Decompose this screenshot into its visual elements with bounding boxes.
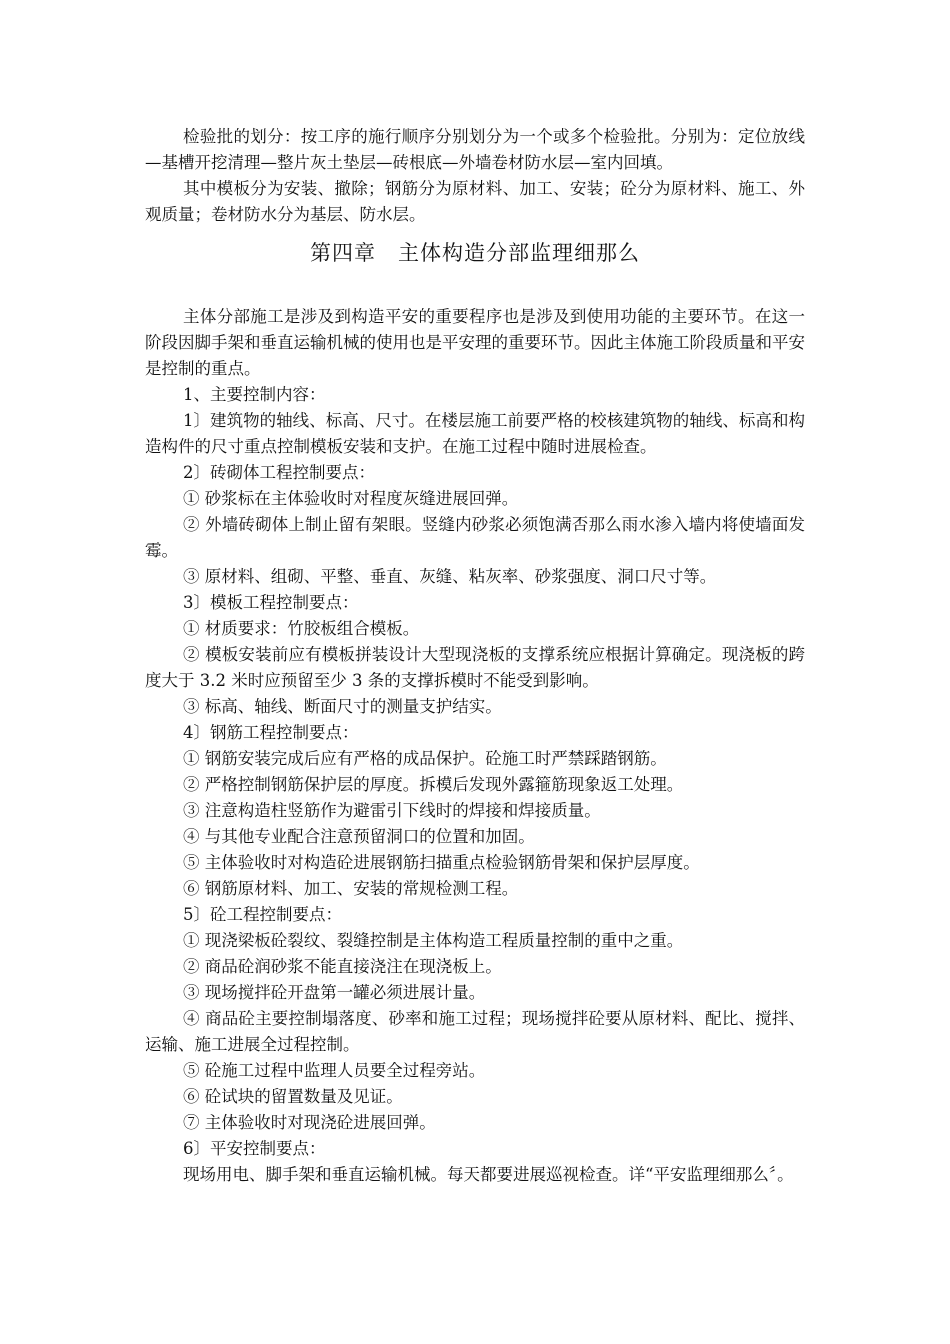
- paragraph: 主体分部施工是涉及到构造平安的重要程序也是涉及到使用功能的主要环节。在这一阶段因脚手架和垂直运输机械的使用也是平安理的重要环节。因此主体施工阶段质量和平安是控制的重点。: [145, 307, 805, 378]
- list-item: ③ 现场搅拌砼开盘第一罐必须进展计量。: [183, 983, 486, 1002]
- list-item: ② 模板安装前应有模板拼装设计大型现浇板的支撑系统应根据计算确定。现浇板的跨度大于 3.2 米时应预留至少 3 条的支撑拆模时不能受到影响。: [145, 645, 805, 690]
- list-item: ⑤ 砼施工过程中监理人员要全过程旁站。: [183, 1061, 486, 1080]
- paragraph: 现场用电、脚手架和垂直运输机械。每天都要进展巡视检查。详“平安监理细那么〞。: [183, 1165, 794, 1184]
- paragraph: 其中模板分为安装、撤除；钢筋分为原材料、加工、安装；砼分为原材料、施工、外观质量；卷材防水分为基层、防水层。: [145, 179, 805, 224]
- list-item: ③ 标高、轴线、断面尺寸的测量支护结实。: [183, 697, 502, 716]
- list-item: ① 砂浆标在主体验收时对程度灰缝进展回弹。: [183, 489, 519, 508]
- list-item: ⑤ 主体验收时对构造砼进展钢筋扫描重点检验钢筋骨架和保护层厚度。: [183, 853, 700, 872]
- list-item: ④ 商品砼主要控制塌落度、砂率和施工过程；现场搅拌砼要从原材料、配比、搅拌、运输、施工进展全过程控制。: [145, 1009, 805, 1054]
- chapter-title: 主体构造分部监理细那么: [398, 241, 640, 265]
- chapter-number: 第四章: [310, 241, 376, 265]
- list-item: ⑦ 主体验收时对现浇砼进展回弹。: [183, 1113, 436, 1132]
- list-item: ① 现浇梁板砼裂纹、裂缝控制是主体构造工程质量控制的重中之重。: [183, 931, 684, 950]
- list-item: ④ 与其他专业配合注意预留洞口的位置和加固。: [183, 827, 535, 846]
- section-heading: 1、主要控制内容：: [183, 385, 326, 404]
- paragraph: 检验批的划分：按工序的施行顺序分别划分为一个或多个检验批。分别为：定位放线—基槽开挖清理—整片灰土垫层—砖根底—外墙卷材防水层—室内回填。: [145, 127, 805, 172]
- list-item: ① 钢筋安装完成后应有严格的成品保护。砼施工时严禁踩踏钢筋。: [183, 749, 667, 768]
- document-page: [145, 124, 805, 1188]
- chapter-heading: [145, 238, 805, 268]
- paragraph: 1〕建筑物的轴线、标高、尺寸。在楼层施工前要严格的校核建筑物的轴线、标高和构造构件的尺寸重点控制模板安装和支护。在施工过程中随时进展检查。: [145, 411, 805, 456]
- subsection-heading: 5〕砼工程控制要点：: [183, 905, 342, 924]
- subsection-heading: 4〕钢筋工程控制要点：: [183, 723, 359, 742]
- list-item: ② 商品砼润砂浆不能直接浇注在现浇板上。: [183, 957, 502, 976]
- list-item: ② 严格控制钢筋保护层的厚度。拆模后发现外露箍筋现象返工处理。: [183, 775, 684, 794]
- list-item: ② 外墙砖砌体上制止留有架眼。竖缝内砂浆必须饱满否那么雨水渗入墙内将使墙面发霉。: [145, 515, 805, 560]
- list-item: ③ 原材料、组砌、平整、垂直、灰缝、粘灰率、砂浆强度、洞口尺寸等。: [183, 567, 717, 586]
- list-item: ⑥ 钢筋原材料、加工、安装的常规检测工程。: [183, 879, 519, 898]
- subsection-heading: 6〕平安控制要点：: [183, 1139, 326, 1158]
- list-item: ③ 注意构造柱竖筋作为避雷引下线时的焊接和焊接质量。: [183, 801, 601, 820]
- list-item: ⑥ 砼试块的留置数量及见证。: [183, 1087, 403, 1106]
- subsection-heading: 3〕模板工程控制要点：: [183, 593, 359, 612]
- subsection-heading: 2〕砖砌体工程控制要点：: [183, 463, 375, 482]
- list-item: ① 材质要求：竹胶板组合模板。: [183, 619, 420, 638]
